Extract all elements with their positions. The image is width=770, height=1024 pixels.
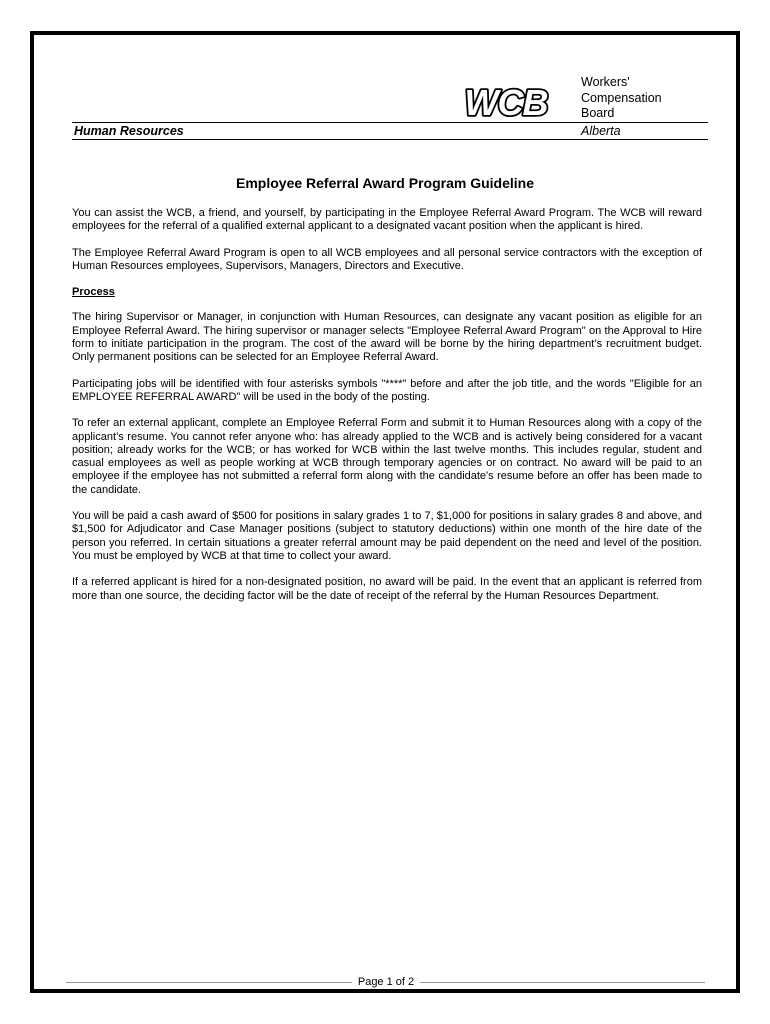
footer-divider (420, 982, 705, 983)
process-paragraph: To refer an external applicant, complete an Employee Referral Form and submit it to Human Resources along with a copy of the applicant’s resume. You cannot refer anyone who: has already applied to the WCB and is actively being considered for a vacant position; already works for the WCB; or has worked for WCB within the last twelve months. This includes regular, student and casual employees as well as people working at WCB through temporary agencies or on contract. No award will be paid to an employee if the employee has not submitted a referral form along with the candidate's resume before an offer has been made to the candidate. (72, 417, 702, 496)
document-title: Employee Referral Award Program Guideline (236, 175, 534, 191)
organization-name (581, 75, 662, 122)
document-body (72, 207, 702, 603)
page-number: Page 1 of 2 (357, 976, 415, 988)
process-paragraph: If a referred applicant is hired for a non-designated position, no award will be paid. In the event that an applicant is referred from more than one source, the deciding factor will be the date of receipt of the referral by the Human Resources Department. (72, 576, 702, 602)
org-name-line: Workers' (581, 75, 630, 89)
intro-paragraph: You can assist the WCB, a friend, and yourself, by participating in the Employee Referral Award Program. The WCB will reward employees for the referral of a qualified external applicant to a designated vacant position when the applicant is hired. (72, 207, 702, 233)
process-paragraph: Participating jobs will be identified with four asterisks symbols "****" before and after the job title, and the words "Eligible for an EMPLOYEE REFERRAL AWARD" will be used in the body of the posting. (72, 377, 702, 403)
wcb-logo (446, 84, 566, 120)
document-page (30, 31, 740, 993)
process-paragraph: The hiring Supervisor or Manager, in conjunction with Human Resources, can designate any vacant position as eligible for an Employee Referral Award. The hiring supervisor or manager selects "Employee Referral Award Program" on the Approval to Hire form to initiate participation in the program. The cost of the award will be borne by the hiring department’s recruitment budget. Only permanent positions can be selected for an Employee Referral Award. (72, 311, 702, 364)
process-paragraph: You will be paid a cash award of $500 for positions in salary grades 1 to 7, $1,000 for positions in salary grades 8 and above, and $1,500 for Adjudicator and Case Manager positions (subject to statutory deductions) within one month of the hire date of the person you referred. In certain situations a greater referral amount may be paid dependent on the need and level of the position. You must be employed by WCB at that time to collect your award. (72, 510, 702, 562)
intro-paragraph: The Employee Referral Award Program is open to all WCB employees and all personal service contractors with the exception of Human Resources employees, Supervisors, Managers, Directors and Executive. (72, 246, 702, 272)
svg-text:WCB: WCB (464, 84, 548, 120)
province-name: Alberta (581, 124, 621, 138)
header-bar (72, 122, 708, 140)
department-name: Human Resources (74, 124, 184, 138)
org-name-line: Compensation (581, 90, 662, 105)
section-heading-process: Process (72, 286, 115, 299)
org-name-line: Board (581, 106, 615, 120)
footer-divider (66, 982, 352, 983)
